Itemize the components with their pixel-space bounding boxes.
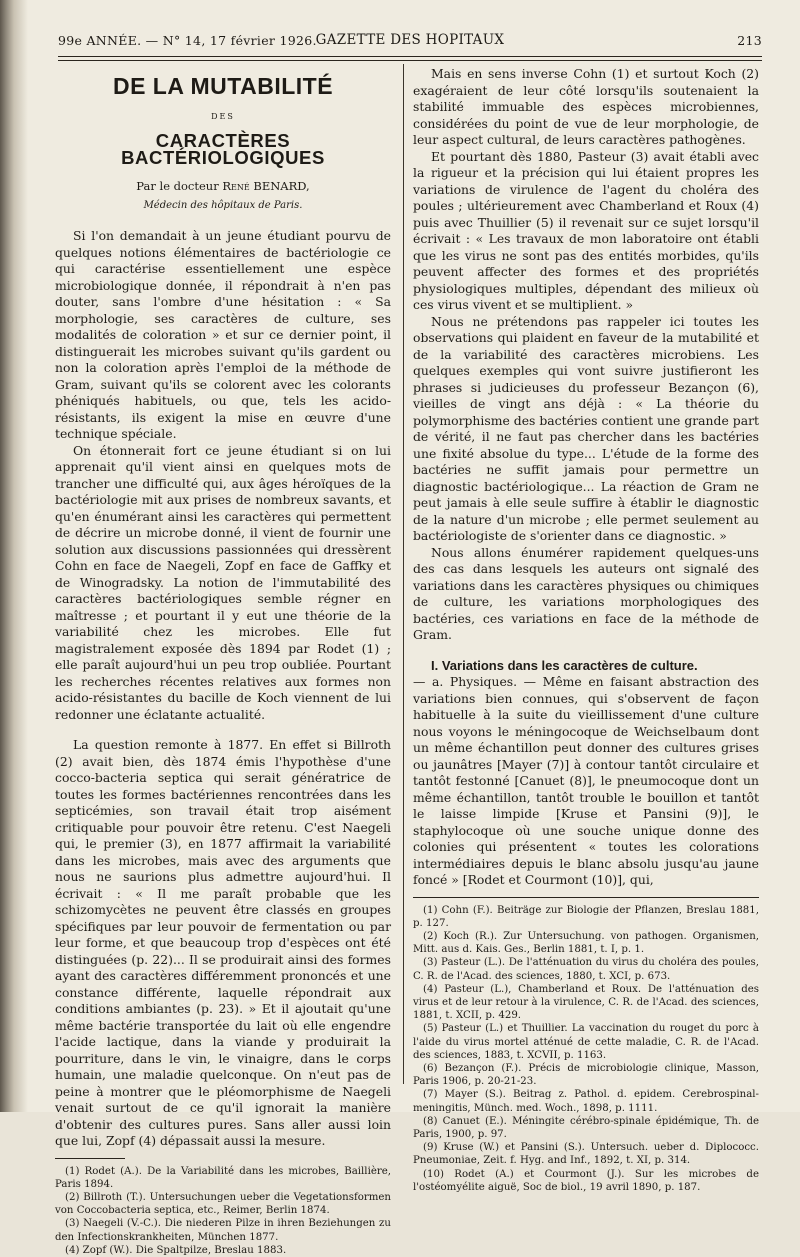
- footnote-rule: [413, 897, 759, 898]
- footnote: (2) Billroth (T.). Untersuchungen ueber die Vegetationsformen von Coccobacteria septica, etc., Reimer, Berlin 1874.: [55, 1191, 391, 1217]
- footnote-rule: [55, 1158, 125, 1159]
- footnote: (7) Mayer (S.). Beitrag z. Pathol. d. epidem. Cerebrospinal-meningitis, Münch. med. Woch., 1898, p. 1111.: [413, 1089, 759, 1114]
- article-title-main: DE LA MUTABILITÉ: [112, 73, 334, 99]
- author-name: René BENARD,: [222, 179, 310, 193]
- paragraph: Nous allons énumérer rapidement quelques-uns des cas dans lesquels les auteurs ont signalé des variations dans les caractères physiques ou chimiques de culture, les variations morphologiques des bactéries, ces variations en face de la méthode de Gram.: [413, 544, 759, 642]
- paragraph: La question remonte à 1877. En effet si Billroth (2) avait bien, dès 1874 émis l'hypothèse d'une cocco-bacteria septica qui serait génératrice de toutes les formes bactériennes rencontrées dans les septicémies, son travail était trop aisément critiquable pour pouvoir être retenu. C'est Naegeli qui, le premier (3), en 1877 affirmait la variabilité dans les microbes, mais avec des arguments que nous ne saurions plus admettre aujourd'hui. Il écrivait : « Il me paraît probable que les schizomycètes ne peuvent être classés en groupes spécifiques par leur pouvoir de fermentation ou par leur forme, et que beaucoup trop d'espèces ont été distinguées (p. 22)... Il se produirait ainsi des formes ayant des caractères différemment prononcés et une constance différente, laquelle répondrait aux conditions ambiantes (p. 23). » Et il ajoutait qu'une même bactérie transportée du lait où elle engendre l'acide lactique, dans la viande y produirait la pourriture, dans le vin, le vinaigre, dans le corps humain, une maladie quelconque. On n'eut pas de peine à montrer que le pléomorphisme de Naegeli venait surtout de ce qu'il ignorait la manière d'obtenir des cultures pures. Sans aller aussi loin que lui, Zopf (4) dépassait aussi la mesure.: [55, 737, 391, 1148]
- article-title-connector: DES: [211, 111, 235, 121]
- footnote: (4) Zopf (W.). Die Spaltpilze, Breslau 1883.: [65, 1244, 287, 1256]
- section-paragraph: — a. Physiques. — Même en faisant abstraction des variations bien connues, qui s'observent de façon habituelle à la suite du vieillissement d'une culture nous voyons le méningocoque de Weichselbaum dont un même échantillon peut donner des cultures grises ou jaunâtres [Mayer (7)] à contour tantôt circulaire et tantôt festonné [Canuet (8)], le pneumocoque dont un même échantillon, tantôt trouble le bouillon et tantôt le laisse limpide [Kruse et Pansini (9)], le staphylocoque où une souche unique donne des colonies qui présentent « toutes les colorations intermédiaires depuis le blanc absolu jusqu'au jaune foncé » [Rodet et Courmont (10)], qui,: [413, 674, 759, 887]
- footnote: (1) Rodet (A.). De la Variabilité dans les microbes, Baillière, Paris 1894.: [55, 1165, 391, 1190]
- right-column: [413, 66, 759, 1194]
- paragraph: On étonnerait fort ce jeune étudiant si on lui apprenait qu'il vient ainsi en quelques mots de trancher une difficulté qui, aux âges héroïques de la bactériologie mit aux prises de nombreux savants, et qu'en énumérant ainsi les caractères qui permettent de décrire un microbe donné, il vient de fournir une solution aux discussions passionnées qui dressèrent Cohn en face de Naegeli, Zopf en face de Gaffky et de Winogradsky. La notion de l'immutabilité des caractères bactériologiques semble régner en maîtresse ; et pourtant il y eut une théorie de la variabilité chez les microbes. Elle fut magistralement exposée dès 1894 par Rodet (1) ; elle paraît aujourd'hui un peu trop oubliée. Pourtant les recherches récentes relatives aux formes non acido-résistantes du bacille de Koch viennent de lui redonner une éclatante actualité.: [55, 442, 391, 722]
- paragraph: Nous ne prétendons pas rappeler ici toutes les observations qui plaident en faveur de la mutabilité et de la variabilité des caractères microbiens. Les quelques exemples qui vont suivre justifieront les phrases si judicieuses du professeur Bezançon (6), vieilles de vingt ans déjà : « La théorie du polymorphisme des bactéries contient une grande part de vérité, il ne faut pas chercher dans les bactéries une fixité absolue du type... L'étude de la forme des bactéries ne suffit jamais pour permettre un diagnostic bactériologique... La réaction de Gram ne peut jamais à elle seule suffire à établir le diagnostic de la nature d'un microbe ; elle permet seulement au bactériologiste de s'orienter dans ce diagnostic. »: [413, 313, 759, 543]
- footnote: (1) Cohn (F.). Beiträge zur Biologie der Pflanzen, Breslau 1881, p. 127.: [413, 904, 759, 929]
- paragraph: Si l'on demandait à un jeune étudiant pourvu de quelques notions élémentaires de bactériologie ce qui caractérise essentiellement une espèce microbiologique donnée, il répondrait à n'en pas douter, sans l'ombre d'une hésitation : « Sa morphologie, ses caractères de culture, ses modalités de coloration » et sur ce dernier point, il distinguerait les microbes suivant qu'ils gardent ou non la coloration après l'emploi de la méthode de Gram, suivant qu'ils se colorent avec les colorants phéniqués habituels, ou que, tels les acido-résistants, ils exigent la mise en œuvre d'une technique spéciale.: [55, 228, 391, 441]
- header-rule-thin: [58, 60, 762, 61]
- journal-title: GAZETTE DES HOPITAUX: [315, 32, 505, 48]
- left-column: [55, 66, 391, 1257]
- column-divider: [403, 64, 404, 1084]
- footnote: (10) Rodet (A.) et Courmont (J.). Sur les microbes de l'ostéomyélite aiguë, Soc de biol., 19 avril 1890, p. 187.: [413, 1168, 759, 1193]
- paragraph: Et pourtant dès 1880, Pasteur (3) avait établi avec la rigueur et la précision qui lui étaient propres les variations de virulence de l'agent du choléra des poules ; ultérieurement avec Chamberland et Roux (4) puis avec Thuillier (5) il revenait sur ce sujet lorsqu'il écrivait : « Les travaux de mon laboratoire ont établi que les virus ne sont pas des entités morbides, qu'ils peuvent affecter des formes et des propriétés physiologiques multiples, dépendant des milieux où ces virus vivent et se multiplient. »: [413, 148, 759, 312]
- footnote: (3) Naegeli (V.-C.). Die niederen Pilze in ihren Beziehungen zu den Infectionskrankheiten, München 1877.: [55, 1218, 391, 1243]
- section-heading-text: I. Variations dans les caractères de culture.: [431, 657, 698, 673]
- page-number: 213: [737, 33, 762, 48]
- author-role: Médecin des hôpitaux de Paris.: [143, 199, 303, 211]
- header-rule: [58, 56, 762, 57]
- author-prefix: Par le docteur: [136, 179, 219, 193]
- paragraph: Mais en sens inverse Cohn (1) et surtout Koch (2) exagéraient de leur côté lorsqu'ils soutenaient la stabilité immuable des espèces microbiennes, considérées du point de vue de leur morphologie, de leur aspect cultural, de leurs caractères pathogènes.: [413, 66, 759, 147]
- footnote: (9) Kruse (W.) et Pansini (S.). Untersuch. ueber d. Diplococc. Pneumoniae, Zeit. f. Hyg. and Inf., 1892, t. XI, p. 314.: [413, 1142, 759, 1167]
- article-title-sub: CARACTÈRES BACTÉRIOLOGIQUES: [121, 130, 325, 168]
- footnote: (8) Canuet (E.). Méningite cérébro-spinale épidémique, Th. de Paris, 1900, p. 97.: [413, 1115, 759, 1140]
- footnote: (4) Pasteur (L.), Chamberland et Roux. De l'atténuation des virus et de leur retour à la virulence, C. R. de l'Acad. des sciences, 1881, t. XCII, p. 429.: [413, 983, 759, 1022]
- footnote: (6) Bezançon (F.). Précis de microbiologie clinique, Masson, Paris 1906, p. 20-21-23.: [413, 1062, 759, 1088]
- footnote: (2) Koch (R.). Zur Untersuchung. von pathogen. Organismen, Mitt. aus d. Kais. Ges., Berlin 1881, t. I, p. 1.: [413, 930, 759, 956]
- footnote: (3) Pasteur (L.). De l'atténuation du virus du choléra des poules, C. R. de l'Acad. des sciences, 1880, t. XCI, p. 673.: [413, 957, 759, 982]
- article-title-block: [55, 73, 391, 214]
- article-author: [55, 178, 391, 195]
- page-header: [58, 30, 762, 52]
- section-heading: [413, 658, 759, 675]
- issue-info: 99e ANNÉE. — N° 14, 17 février 1926.: [58, 33, 317, 48]
- footnote: (5) Pasteur (L.) et Thuillier. La vaccination du rouget du porc à l'aide du virus mortel atténué de cette maladie, C. R. de l'Acad. des sciences, 1883, t. XCVII, p. 1163.: [413, 1023, 759, 1061]
